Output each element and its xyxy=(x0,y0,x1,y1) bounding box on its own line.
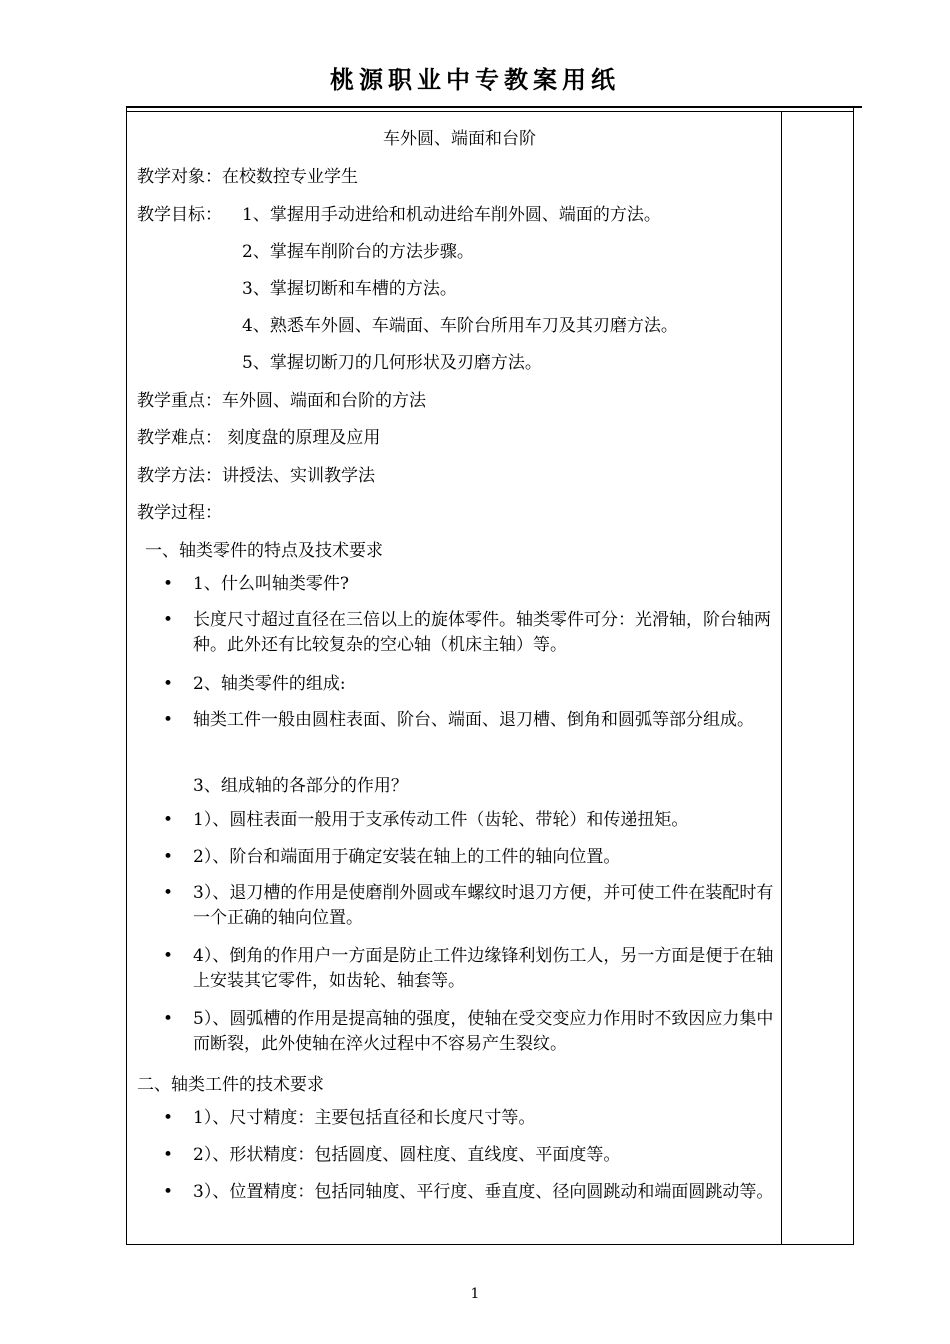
list-item-text: 轴类工件一般由圆柱表面、阶台、端面、退刀槽、倒角和圆弧等部分组成。 xyxy=(193,710,754,730)
list-item-text: 2）、形状精度：包括圆度、圆柱度、直线度、平面度等。 xyxy=(193,1145,621,1165)
table-bottom-border xyxy=(126,1244,854,1245)
table-right-border xyxy=(853,108,854,1245)
bullet-icon: • xyxy=(163,1182,174,1202)
key-point: 教学重点：车外圆、端面和台阶的方法 xyxy=(137,391,426,411)
bullet-icon: • xyxy=(163,710,174,730)
bullet-icon: • xyxy=(163,946,174,966)
bullet-icon: • xyxy=(163,810,174,830)
bullet-icon: • xyxy=(163,674,174,694)
bullet-icon: • xyxy=(163,847,174,867)
section-heading: 一、轴类零件的特点及技术要求 xyxy=(145,541,383,561)
list-item-text: 2、轴类零件的组成: xyxy=(193,674,346,694)
process-label: 教学过程： xyxy=(137,503,222,523)
list-item-text: 1）、圆柱表面一般用于支承传动工件（齿轮、带轮）和传递扭矩。 xyxy=(193,810,689,830)
section-heading: 二、轴类工件的技术要求 xyxy=(137,1075,324,1095)
list-item-text: 3）、位置精度：包括同轴度、平行度、垂直度、径向圆跳动和端面圆跳动等。 xyxy=(193,1182,774,1202)
goal-item: 3、掌握切断和车槽的方法。 xyxy=(242,279,457,299)
list-item-text: 长度尺寸超过直径在三倍以上的旋体零件。轴类零件可分：光滑轴，阶台轴两种。此外还有比较复杂的空心轴（机床主轴）等。 xyxy=(193,610,771,655)
goal-item: 1、掌握用手动进给和机动进给车削外圆、端面的方法。 xyxy=(242,205,661,225)
table-inner-top-border xyxy=(126,111,854,112)
bullet-icon: • xyxy=(163,1145,174,1165)
list-item-text: 4）、倒角的作用户一方面是防止工件边缘锋利划伤工人，另一方面是便于在轴上安装其它零件，如齿轮、轴套等。 xyxy=(193,946,774,991)
page-number: 1 xyxy=(470,1286,480,1302)
goal-item: 4、熟悉车外圆、车端面、车阶台所用车刀及其刃磨方法。 xyxy=(242,316,678,336)
table-top-border xyxy=(126,106,862,108)
list-item-text: 1）、尺寸精度：主要包括直径和长度尺寸等。 xyxy=(193,1108,536,1128)
list-item-text: 5）、圆弧槽的作用是提高轴的强度，使轴在受交变应力作用时不致因应力集中而断裂，此外使轴在淬火过程中不容易产生裂纹。 xyxy=(193,1009,774,1054)
bullet-icon: • xyxy=(163,883,174,903)
subheading: 3、组成轴的各部分的作用？ xyxy=(193,776,408,796)
page-header-title: 桃源职业中专教案用纸 xyxy=(330,66,620,94)
table-left-border xyxy=(126,106,127,1245)
bullet-icon: • xyxy=(163,610,174,630)
lesson-title: 车外圆、端面和台阶 xyxy=(383,129,536,149)
bullet-icon: • xyxy=(163,1108,174,1128)
goal-item: 2、掌握车削阶台的方法步骤。 xyxy=(242,242,474,262)
list-item-text: 2）、阶台和端面用于确定安装在轴上的工件的轴向位置。 xyxy=(193,847,621,867)
difficulty: 教学难点： 刻度盘的原理及应用 xyxy=(137,428,381,448)
teaching-method: 教学方法：讲授法、实训教学法 xyxy=(137,466,375,486)
goal-item: 5、掌握切断刀的几何形状及刃磨方法。 xyxy=(242,353,542,373)
bullet-icon: • xyxy=(163,1009,174,1029)
teaching-target: 教学对象：在校数控专业学生 xyxy=(137,167,358,187)
list-item-text: 3）、退刀槽的作用是使磨削外圆或车螺纹时退刀方便，并可使工件在装配时有一个正确的轴向位置。 xyxy=(193,883,774,928)
goals-label: 教学目标： xyxy=(137,205,222,225)
bullet-icon: • xyxy=(163,574,174,594)
list-item-text: 1、什么叫轴类零件? xyxy=(193,574,349,594)
